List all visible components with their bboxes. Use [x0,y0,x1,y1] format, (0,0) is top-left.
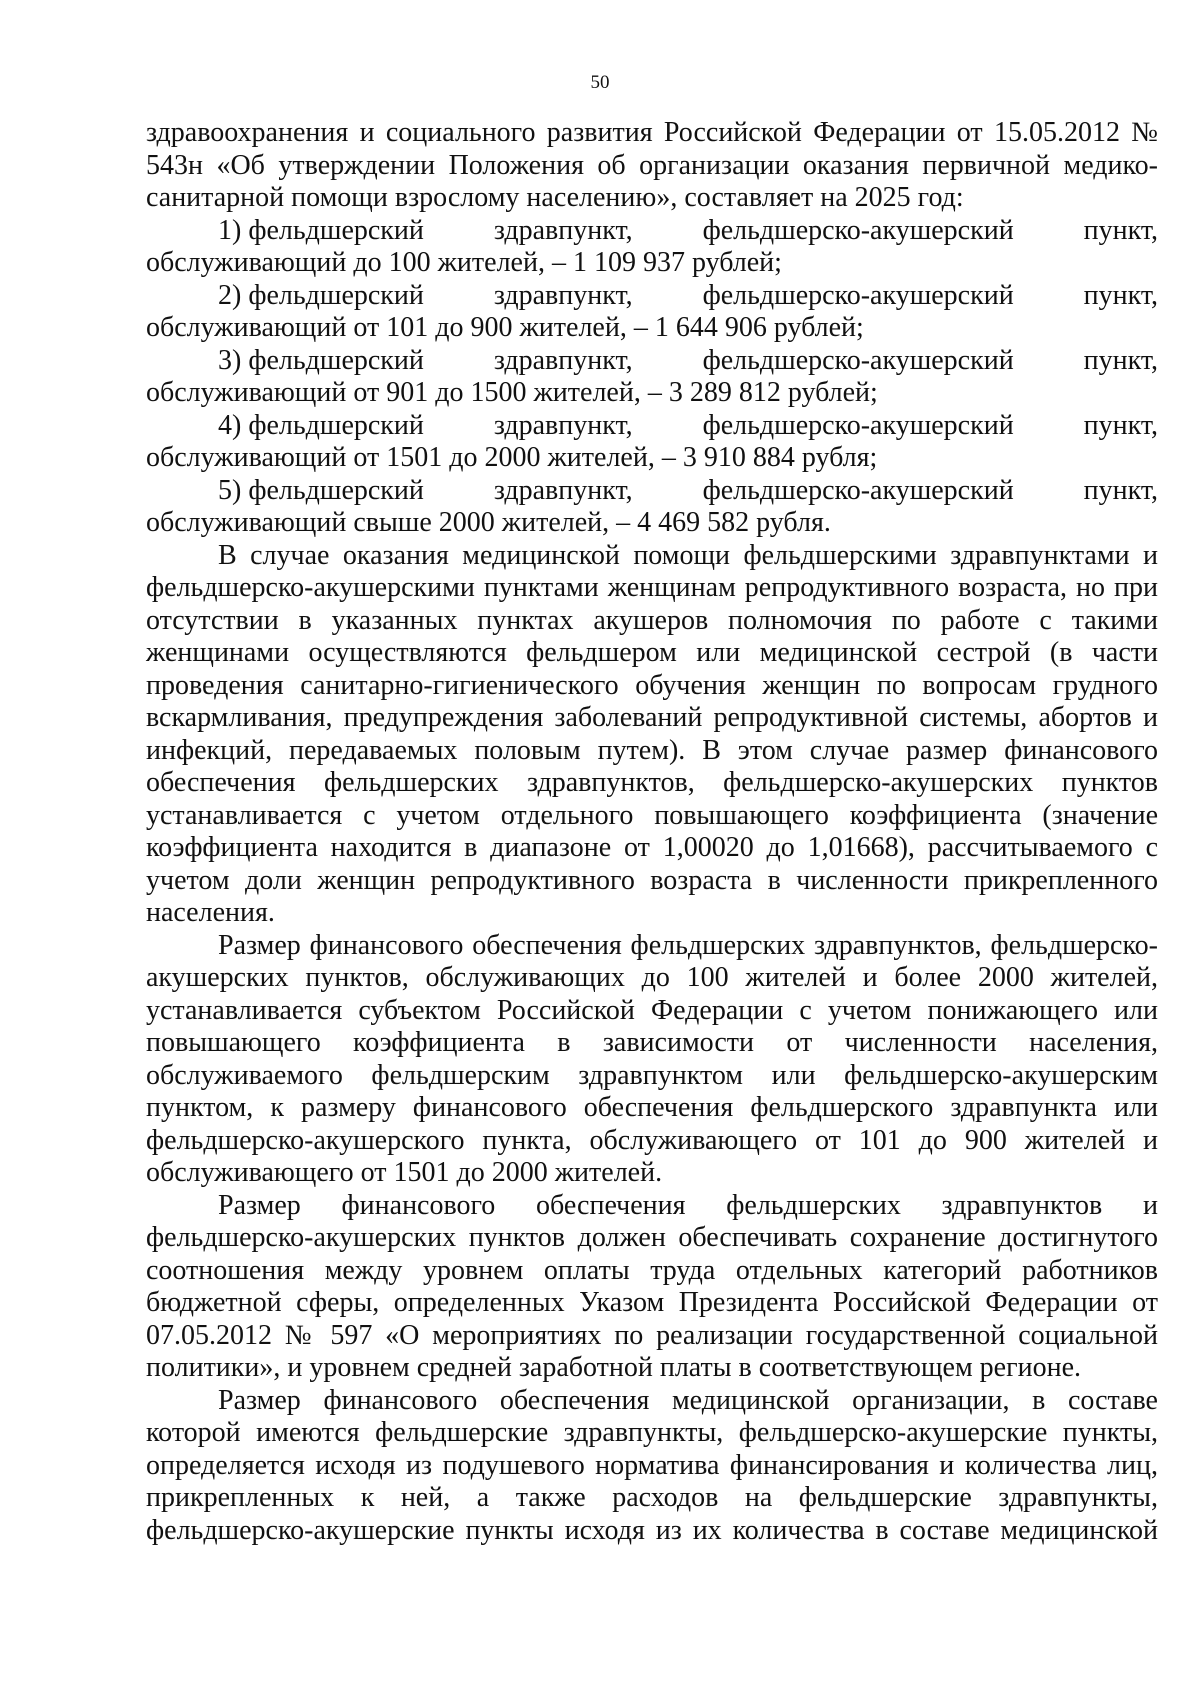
list-item-tail: обслуживающий от 1501 до 2000 жителей, – 3 910 884 рубля; [146,442,878,473]
intro-paragraph: здравоохранения и социального развития Российской Федерации от 15.05.2012 № 543н «Об утверждении Положения об организации оказания первичной медико-санитарной помощи взрослому населению», составляет на 2025 год: [146,117,1158,213]
page-number: 50 [590,72,610,93]
list-item [146,475,1158,540]
list-item-word: фельдшерско-акушерский [702,279,1014,311]
list-item-word: здравпункт, [493,344,633,376]
list-item-word: здравпункт, [493,214,633,246]
list-item-word: здравпункт, [493,409,633,441]
body-paragraph: В случае оказания медицинской помощи фельдшерскими здравпунктами и фельдшерско-акушерскими пунктами женщинам репродуктивного возраста, но при отсутствии в указанных пунктах акушеров полномочия по работе с такими женщинами осуществляются фельдшером или медицинской сестрой (в части проведения санитарно-гигиенического обучения женщин по вопросам грудного вскармливания, предупреждения заболеваний репродуктивной системы, абортов и инфекций, передаваемых половым путем). В этом случае размер финансового обеспечения фельдшерских здравпунктов, фельдшерско-акушерских пунктов устанавливается с учетом отдельного повышающего коэффициента (значение коэффициента находится в диапазоне от 1,00020 до 1,01668), рассчитываемого с учетом доли женщин репродуктивного возраста в численности прикрепленного населения. [146,539,1158,928]
list-item-tail: обслуживающий свыше 2000 жителей, – 4 469 582 рубля. [146,507,831,538]
list-item-word: здравпункт, [493,474,633,506]
list-item-tail: обслуживающий от 101 до 900 жителей, – 1 644 906 рублей; [146,312,864,343]
list-item [146,215,1158,280]
body-paragraph: Размер финансового обеспечения фельдшерских здравпунктов, фельдшерско-акушерских пунктов, обслуживающих до 100 жителей и более 2000 жителей, устанавливается субъектом Российской Федерации с учетом понижающего или повышающего коэффициента в зависимости от численности населения, обслуживаемого фельдшерским здравпунктом или фельдшерско-акушерским пунктом, к размеру финансового обеспечения фельдшерского здравпункта или фельдшерско-акушерского пункта, обслуживающего от 101 до 900 жителей и обслуживающего от 1501 до 2000 жителей. [146,929,1158,1188]
list-item-word: здравпункт, [493,279,633,311]
list-item [146,280,1158,345]
list-item-word: фельдшерско-акушерский [702,474,1014,506]
list-item-tail: обслуживающий до 100 жителей, – 1 109 937 рублей; [146,247,782,278]
list-item-word: пункт, [1083,409,1158,441]
list-item-tail: обслуживающий от 901 до 1500 жителей, – 3 289 812 рублей; [146,377,878,408]
body-paragraph: Размер финансового обеспечения фельдшерских здравпунктов и фельдшерско-акушерских пунктов должен обеспечивать сохранение достигнутого соотношения между уровнем оплаты труда отдельных категорий работников бюджетной сферы, определенных Указом Президента Российской Федерации от 07.05.2012 № 597 «О мероприятиях по реализации государственной социальной политики», и уровнем средней заработной платы в соответствующем регионе. [146,1189,1158,1383]
list-item-head: 1) фельдшерский [218,214,424,246]
list-item-head: 4) фельдшерский [218,409,424,441]
list-item-word: пункт, [1083,214,1158,246]
list-item-head: 2) фельдшерский [218,279,424,311]
list-item-word: пункт, [1083,474,1158,506]
body-paragraph: Размер финансового обеспечения медицинской организации, в составе которой имеются фельдшерские здравпункты, фельдшерско-акушерские пункты, определяется исходя из подушевого норматива финансирования и количества лиц, прикрепленных к ней, а также расходов на фельдшерские здравпункты, фельдшерско-акушерские пункты исходя из их количества в составе медицинской [146,1384,1158,1546]
list-item-word: фельдшерско-акушерский [702,344,1014,376]
list-item [146,410,1158,475]
list-item-word: пункт, [1083,344,1158,376]
list-item-word: фельдшерско-акушерский [702,214,1014,246]
list-item-word: фельдшерско-акушерский [702,409,1014,441]
list-item-head: 3) фельдшерский [218,344,424,376]
list-item-word: пункт, [1083,279,1158,311]
list-item [146,345,1158,410]
list-item-head: 5) фельдшерский [218,474,424,506]
document-body [146,117,1158,1547]
